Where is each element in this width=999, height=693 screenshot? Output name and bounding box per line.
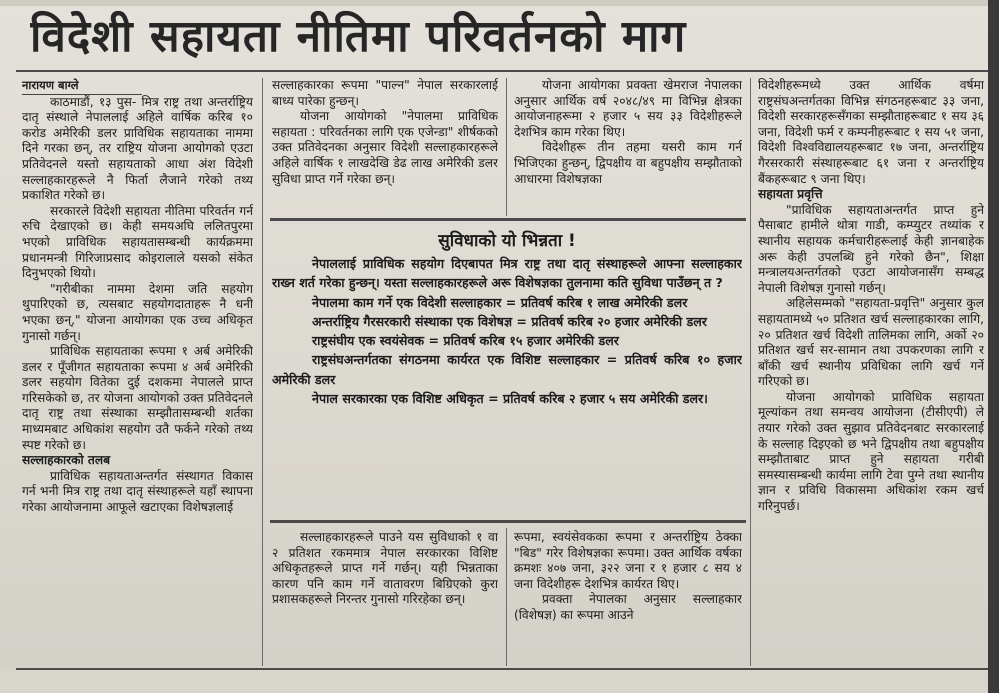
headline-rule	[16, 70, 988, 72]
col2-para-2: योजना आयोगको "नेपालमा प्राविधिक सहायता : परिवर्तनका लागि एक एजेन्डा" शीर्षकको उक्त प्रतिवेदनका अनुसार विदेशी सल्लाहकारहरूले अहिले वार्षिक १ लाखदेखि डेढ लाख अमेरिकी डलर सुविधा प्राप्त गर्ने गरेका छन्।	[272, 109, 498, 186]
box-item-un-volunteer: राष्ट्रसंघीय एक स्वयंसेवक = प्रतिवर्ष करिब १५ हजार अमेरिकी डलर	[312, 333, 619, 349]
col4-para-3: अहिलेसम्मको "सहायता-प्रवृत्ति" अनुसार कुल सहायतामध्ये ५० प्रतिशत खर्च सल्लाहकारका लागि, २० प्रतिशत खर्च विदेशी तालिमका लागि, अर्को २० प्रतिशत खर्च सर-सामान तथा उपकरणका लागि र बाँकी खर्च स्थानीय प्रविधिका लागि खर्च गर्ने गरिएको छ।	[758, 296, 984, 389]
box-intro: नेपाललाई प्राविधिक सहयोग दिएबापत मित्र राष्ट्र तथा दातृ संस्थाहरूले आफ्ना सल्लाहकार राख्न शर्त गरेका हुन्छन्। यस्ता सल्लाहकारहरूले अरू विशेषज्ञका तुलनामा कति सुविधा पाउँछन् त ?	[272, 256, 742, 291]
col4-para-2: "प्राविधिक सहायताअन्तर्गत प्राप्त हुने पैसाबाट हामीले थोत्रा गाडी, कम्प्युटर तथ्यांक र स्थानीय सहायक कर्मचारीहरूलाई केही ज्ञानबाहेक अरू केही उपलब्धि हुने गरेको छैन", शिक्षा मन्त्रालयअन्तर्गतको एउटा आयोजनासँग सम्बद्ध नेपाली विशेषज्ञ गुनासो गर्छन्।	[758, 202, 984, 295]
column-divider-4	[750, 78, 751, 666]
box-item-nepal-officer: नेपाल सरकारका एक विशिष्ट अधिकृत = प्रतिवर्ष करिब २ हजार ५ सय अमेरिकी डलर।	[312, 391, 708, 407]
facilities-box	[272, 222, 742, 518]
col2-para-1: सल्लाहकारका रूपमा "पाल्न" नेपाल सरकारलाई बाध्य पारेका हुन्छन्।	[272, 78, 498, 108]
subhead-aid-trend: सहायता प्रवृत्ति	[758, 187, 823, 202]
col1-para-3: "गरीबीका नाममा देशमा जति सहयोग थुपारिएको छ, त्यसबाट सहयोगदाताहरू नै धनी भएका छन्," योजना आयोगका एक उच्च अधिकृत गुनासो गर्छन्।	[22, 281, 253, 343]
col3b-para-2: प्रवक्ता नेपालका अनुसार सल्लाहकार (विशेषज्ञ) का रूपमा आउने	[514, 592, 742, 622]
column-1	[22, 78, 253, 666]
column-divider-1	[262, 78, 263, 666]
col2b-para-1: सल्लाहकारहरूले पाउने यस सुविधाको १ वा २ प्रतिशत रकममात्र नेपाल सरकारका विशिष्ट अधिकृतहरूले प्राप्त गर्ने गर्छन्। यही भिन्नताका कारण पनि काम गर्ने वातावरण बिग्रिएको कुरा प्रशासकहरूले निरन्तर गुनासो गरिरहेका छन्।	[272, 530, 498, 607]
box-top-rule	[270, 218, 746, 221]
col1-para-2: सरकारले विदेशी सहायता नीतिमा परिवर्तन गर्न रुचि देखाएको छ। केही समयअघि ललितपुरमा भएको प्राविधिक सहायतासम्बन्धी कार्यक्रममा प्रधानमन्त्री गिरिजाप्रसाद कोइरालाले यसको संकेत दिनुभएको थियो।	[22, 203, 253, 281]
page-right-edge	[988, 0, 999, 693]
col4-para-1: विदेशीहरूमध्ये उक्त आर्थिक वर्षमा राष्ट्रसंघअन्तर्गतका विभिन्न संगठनहरूबाट ३३ जना, विदेशी सरकारहरूसँगका सम्झौताहरूबाट १ सय ३६ जना, विदेशी फर्म र कम्पनीहरूबाट १ सय ५१ जना, विदेशी विश्वविद्यालयहरूबाट १७ जना, अन्तर्राष्ट्रिय गैरसरकारी संस्थाहरूबाट ६१ जना र अन्तर्राष्ट्रिय बैंकहरूबाट ९ जना थिए।	[758, 78, 984, 186]
col1-para-1: काठमाडौं, १३ पुस- मित्र राष्ट्र तथा अन्तर्राष्ट्रिय दातृ संस्थाले नेपाललाई अहिले वार्षिक करिब १० करोड अमेरिकी डलर प्राविधिक सहायताका नाममा दिने गरका छन्, तर राष्ट्रिय योजना आयोगको एउटा प्रतिवेदनले यस्तो सहायताको आधा अंश विदेशी सल्लाहकारहरूले नै फिर्ता लैजाने गरेको तथ्य प्रकाशित गरेको छ।	[22, 94, 253, 203]
col1-para-4: प्राविधिक सहायताका रूपमा १ अर्ब अमेरिकी डलर र पूँजीगत सहायताका रूपमा ४ अर्ब अमेरिकी डलर सहयोग वितेका दुई दशकमा नेपालले प्राप्त गरिसकेको छ, तर योजना आयोगको उक्त प्रतिवेदनले दातृ राष्ट्र तथा संस्थाका सम्झौतासम्बन्धी शर्तका माध्यमबाट अधिकांश सहयोग उतै फर्कने गरेको तथ्य स्पष्ट गरेको छ।	[22, 344, 253, 452]
column-2-bottom	[272, 530, 498, 666]
box-bottom-rule	[270, 520, 746, 523]
box-title: सुविधाको यो भिन्नता !	[438, 231, 576, 251]
col3b-para-1: रूपमा, स्वयंसेवकका रूपमा र अन्तर्राष्ट्रिय ठेक्का "बिड" गरेर विशेषज्ञका रूपमा। उक्त आर्थिक वर्षका क्रमशः ४०७ जना, ३२२ जना र १ हजार ८ सय ४ जना विदेशीहरू देशभित्र कार्यरत थिए।	[514, 530, 742, 591]
col4-para-4: योजना आयोगको प्राविधिक सहायता मूल्यांकन तथा समन्वय आयोजना (टीसीएपी) ले तयार गरेको उक्त सुझाव प्रतिवेदनबाट सरकारलाई के सल्लाह दिइएको छ भने द्विपक्षीय तथा बहुपक्षीय सम्झौताबाट प्राप्त हुने सहायता गरीबी समस्यासम्बन्धी कार्यमा लागि टेवा पुग्ने तथा स्थानीय ज्ञान र प्रविधि विकासमा अधिकांश रकम खर्च गरिनुपर्छ।	[758, 389, 984, 514]
col1-para-5: प्राविधिक सहायताअन्तर्गत संस्थागत विकास गर्न भनी मित्र राष्ट्र तथा दातृ संस्थाहरूले यहाँ स्थापना गरेका आयोजनामा आफूले खटाएका विशेषज्ञलाई	[22, 468, 253, 515]
box-item-un-consultant: राष्ट्रसंघअन्तर्गतका संगठनमा कार्यरत एक विशिष्ट सल्लाहकार = प्रतिवर्ष करिब १० हजार अमेरिकी डलर	[272, 352, 742, 387]
column-3-top	[514, 78, 742, 214]
page-bottom-strip	[0, 668, 988, 693]
box-item-foreign-consultant: नेपालमा काम गर्ने एक विदेशी सल्लाहकार = प्रतिवर्ष करिब १ लाख अमेरिकी डलर	[312, 294, 688, 310]
column-4	[758, 78, 984, 666]
headline: विदेशी सहायता नीतिमा परिवर्तनको माग	[30, 11, 687, 62]
column-divider-2	[506, 78, 507, 216]
col3-para-1: योजना आयोगका प्रवक्ता खेमराज नेपालका अनुसार आर्थिक वर्ष २०४८/४९ मा विभिन्न क्षेत्रका आयोजनाहरूमा २ हजार ५ सय ३३ विदेशीहरूले देशभित्र काम गरेका थिए।	[514, 78, 742, 139]
col3-para-2: विदेशीहरू तीन तहमा यसरी काम गर्न भिजिएका हुन्छन्, द्विपक्षीय वा बहुपक्षीय सम्झौताको आधारमा विशेषज्ञका	[514, 140, 742, 186]
box-item-ingo-expert: अन्तर्राष्ट्रिय गैरसरकारी संस्थाका एक विशेषज्ञ = प्रतिवर्ष करिब २० हजार अमेरिकी डलर	[312, 313, 707, 329]
bottom-rule	[16, 668, 988, 670]
column-divider-3	[506, 528, 507, 666]
column-3-bottom	[514, 530, 742, 666]
column-2-top	[272, 78, 498, 214]
subhead-consultant-salary: सल्लाहकारको तलब	[22, 453, 111, 468]
byline: नारायण बाग्ले	[22, 78, 142, 95]
